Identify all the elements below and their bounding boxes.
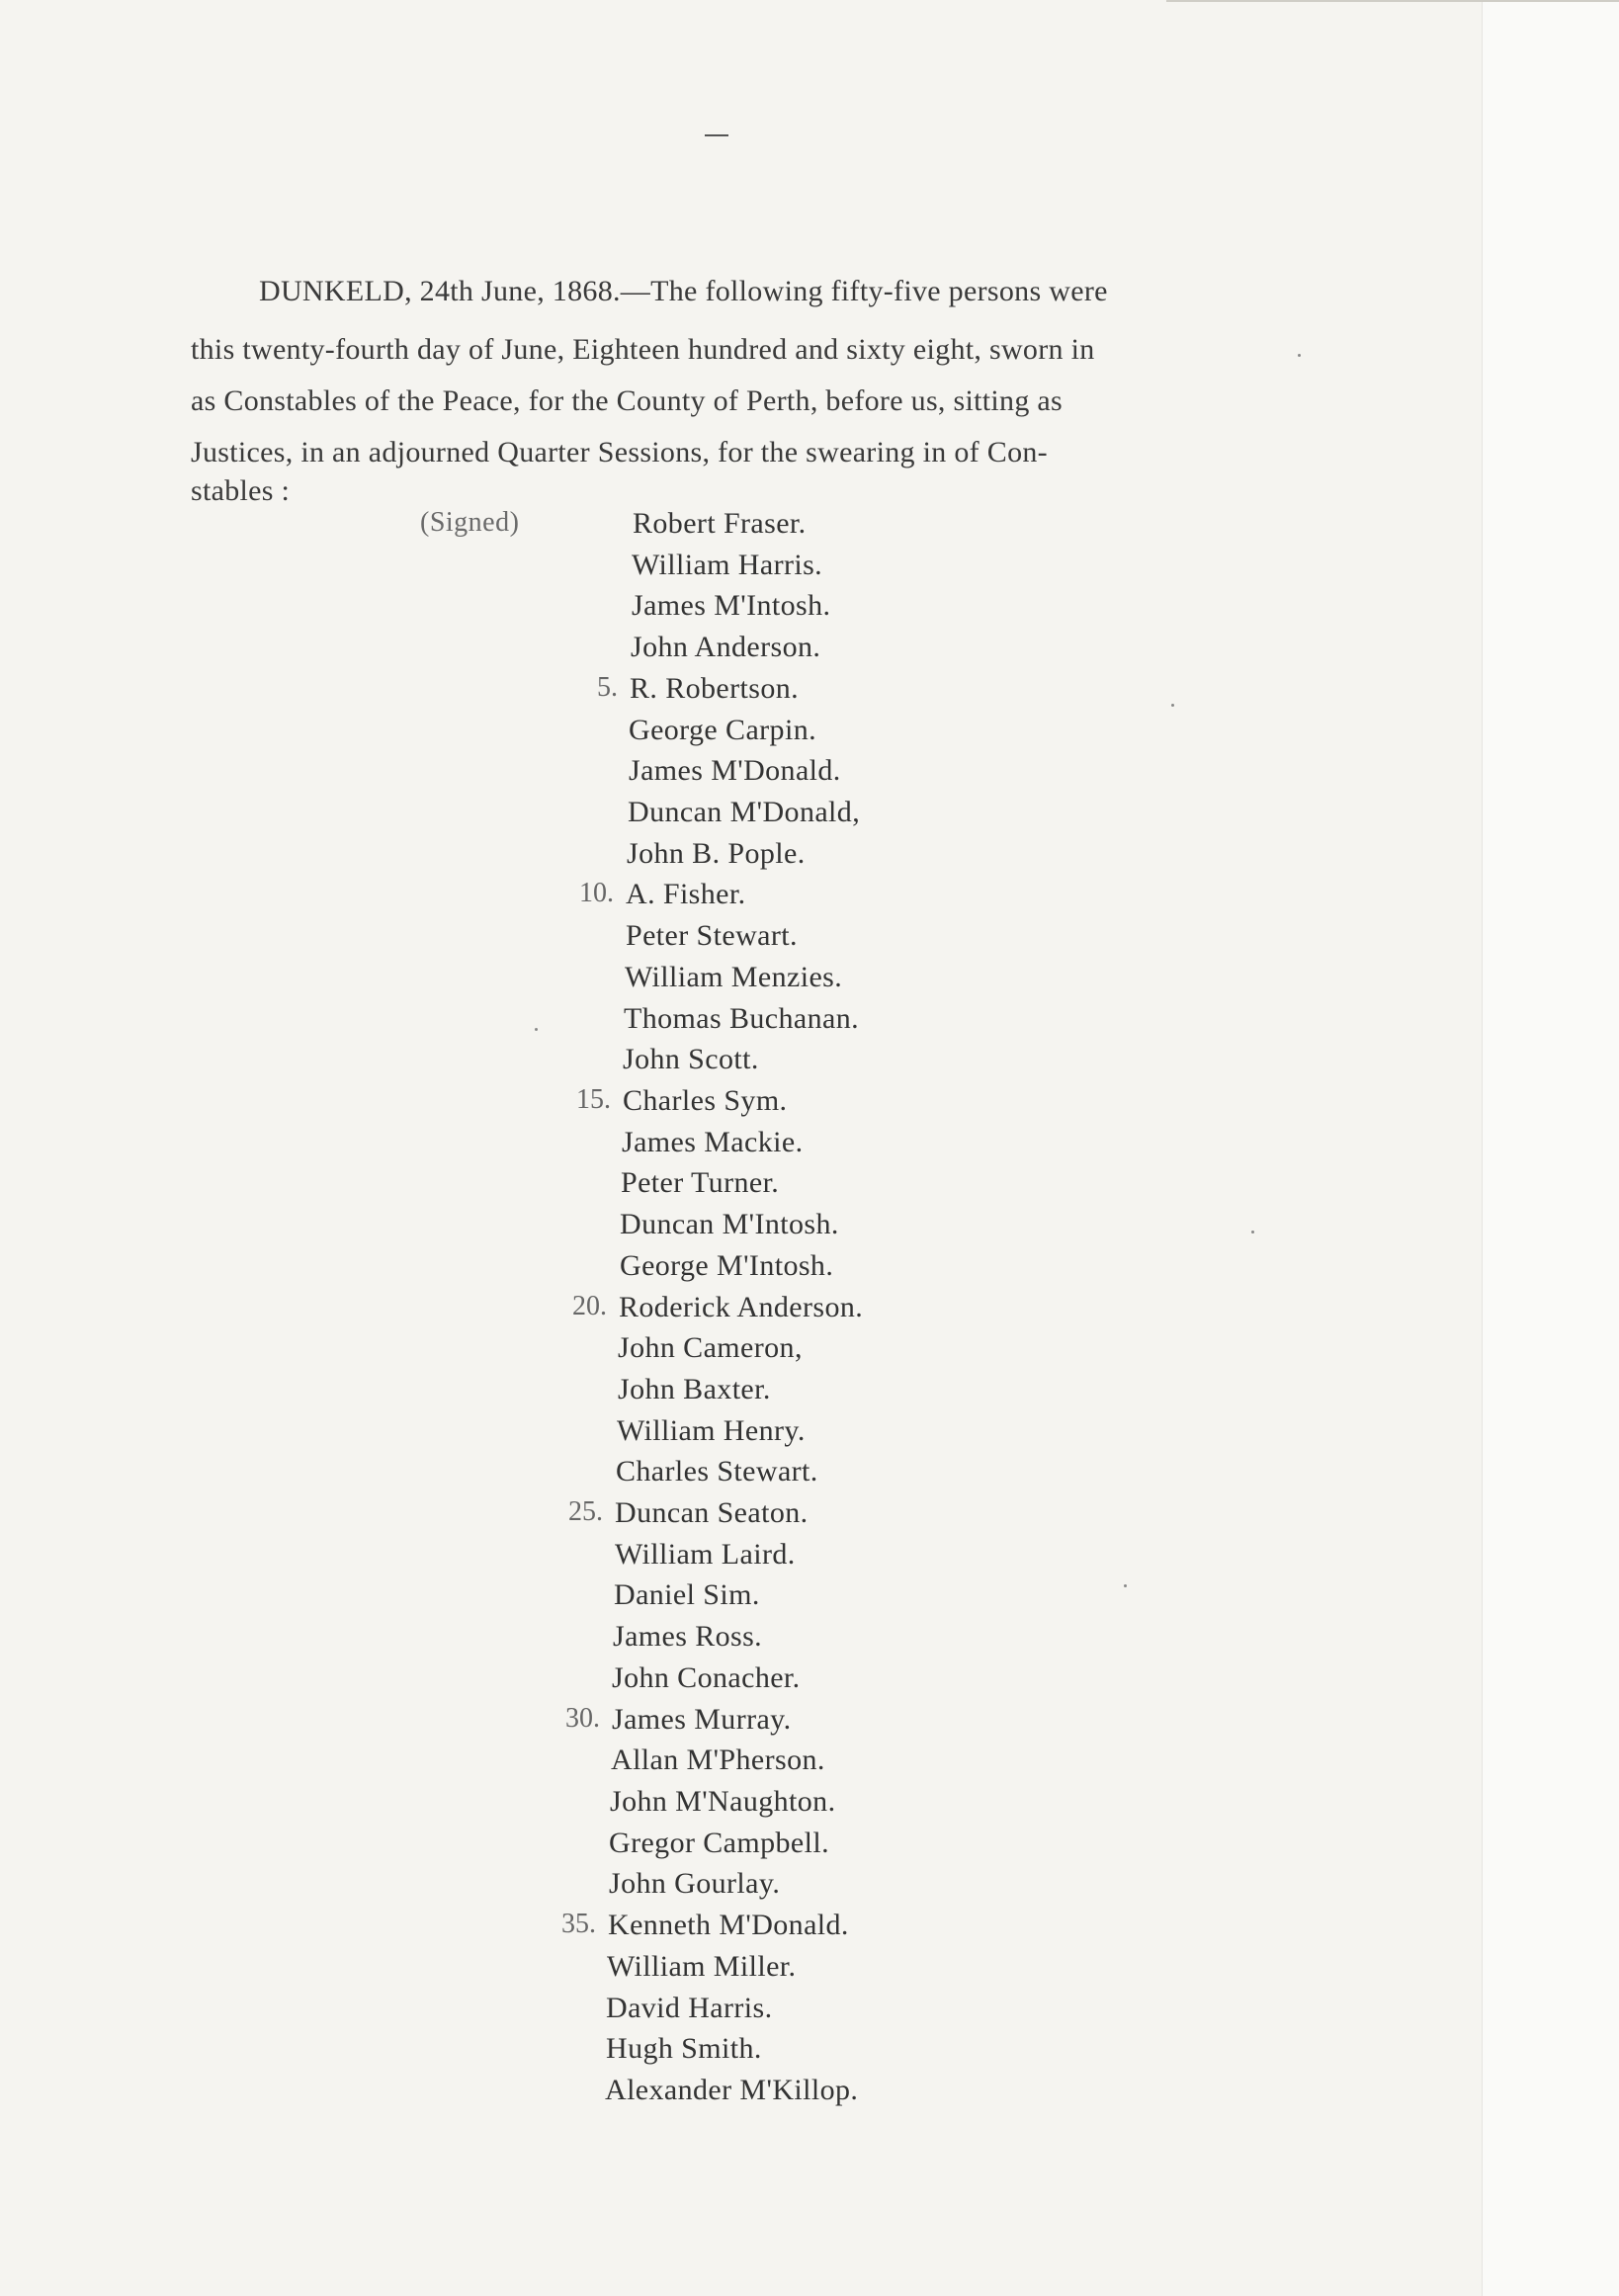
signatory-name: Alexander M'Killop.	[605, 2074, 859, 2106]
paper-speck	[1298, 354, 1301, 357]
signatory-name: William Harris.	[632, 549, 823, 581]
signatory-name: James M'Intosh.	[632, 589, 831, 622]
signatory-name: Peter Turner.	[621, 1166, 780, 1199]
signatory-name: John Anderson.	[631, 631, 821, 663]
paragraph-line-4: Justices, in an adjourned Quarter Sessions, for the swearing in of Con-	[191, 436, 1048, 468]
signatory-name: John M'Naughton.	[610, 1785, 836, 1818]
page-edge	[1482, 0, 1619, 2296]
paper-speck	[1171, 704, 1174, 707]
signatory-name: Roderick Anderson.	[619, 1291, 864, 1323]
signatory-name: John Conacher.	[612, 1661, 801, 1694]
signatory-name: George Carpin.	[629, 714, 816, 746]
signatory-name: Duncan M'Donald,	[628, 796, 861, 828]
signatory-number: 25.	[568, 1496, 603, 1527]
signatory-name: John B. Pople.	[627, 837, 806, 870]
signatory-name: Charles Stewart.	[616, 1455, 818, 1488]
signatory-name: Hugh Smith.	[606, 2032, 762, 2065]
signatory-name: George M'Intosh.	[620, 1249, 834, 1282]
signatory-name: Robert Fraser.	[633, 507, 807, 540]
signatory-name: John Baxter.	[618, 1373, 771, 1405]
signatory-number: 10.	[579, 878, 614, 908]
top-rule	[1166, 0, 1619, 2]
signatory-name: Peter Stewart.	[626, 919, 798, 952]
signatory-name: James Murray.	[612, 1703, 792, 1736]
signatory-name: R. Robertson.	[630, 672, 800, 705]
paragraph-line-2: this twenty-fourth day of June, Eighteen hundred and sixty eight, sworn in	[191, 333, 1095, 366]
paragraph-line-1: DUNKELD, 24th June, 1868.—The following fifty-five persons were	[259, 275, 1108, 307]
signatory-number: 20.	[572, 1291, 607, 1321]
signatory-name: John Scott.	[623, 1043, 759, 1075]
paper-speck	[1124, 1584, 1127, 1587]
signatory-name: Allan M'Pherson.	[611, 1743, 825, 1776]
signatory-number: 15.	[576, 1084, 611, 1115]
signatory-name: William Henry.	[617, 1414, 806, 1447]
signatory-name: David Harris.	[606, 1992, 773, 2024]
signatory-name: Thomas Buchanan.	[624, 1002, 860, 1035]
signatory-name: James Ross.	[613, 1620, 763, 1653]
signatory-name: Daniel Sim.	[614, 1578, 760, 1611]
paper-speck	[535, 1028, 538, 1031]
paragraph-line-5: stables :	[191, 474, 291, 507]
signatory-number: 30.	[565, 1703, 600, 1734]
signatory-name: James Mackie.	[622, 1126, 804, 1158]
signatory-number: 5.	[597, 672, 618, 703]
signatory-name: A. Fisher.	[626, 878, 746, 910]
signatory-name: John Gourlay.	[609, 1867, 781, 1900]
page-mark	[705, 134, 728, 136]
signed-label: (Signed)	[420, 507, 520, 538]
signatory-name: William Miller.	[607, 1950, 797, 1983]
signatory-name: William Menzies.	[625, 961, 843, 993]
paper-speck	[1251, 1231, 1254, 1233]
signatory-name: Charles Sym.	[623, 1084, 788, 1117]
signatory-name: Duncan Seaton.	[615, 1496, 809, 1529]
signatory-name: Gregor Campbell.	[609, 1827, 830, 1859]
signatory-name: William Laird.	[615, 1538, 796, 1571]
signatory-name: John Cameron,	[618, 1331, 803, 1364]
signatory-name: James M'Donald.	[629, 754, 841, 787]
signatory-name: Duncan M'Intosh.	[620, 1208, 839, 1240]
signatory-name: Kenneth M'Donald.	[608, 1909, 849, 1941]
paragraph-line-3: as Constables of the Peace, for the County of Perth, before us, sitting as	[191, 384, 1064, 417]
signatory-number: 35.	[561, 1909, 596, 1939]
